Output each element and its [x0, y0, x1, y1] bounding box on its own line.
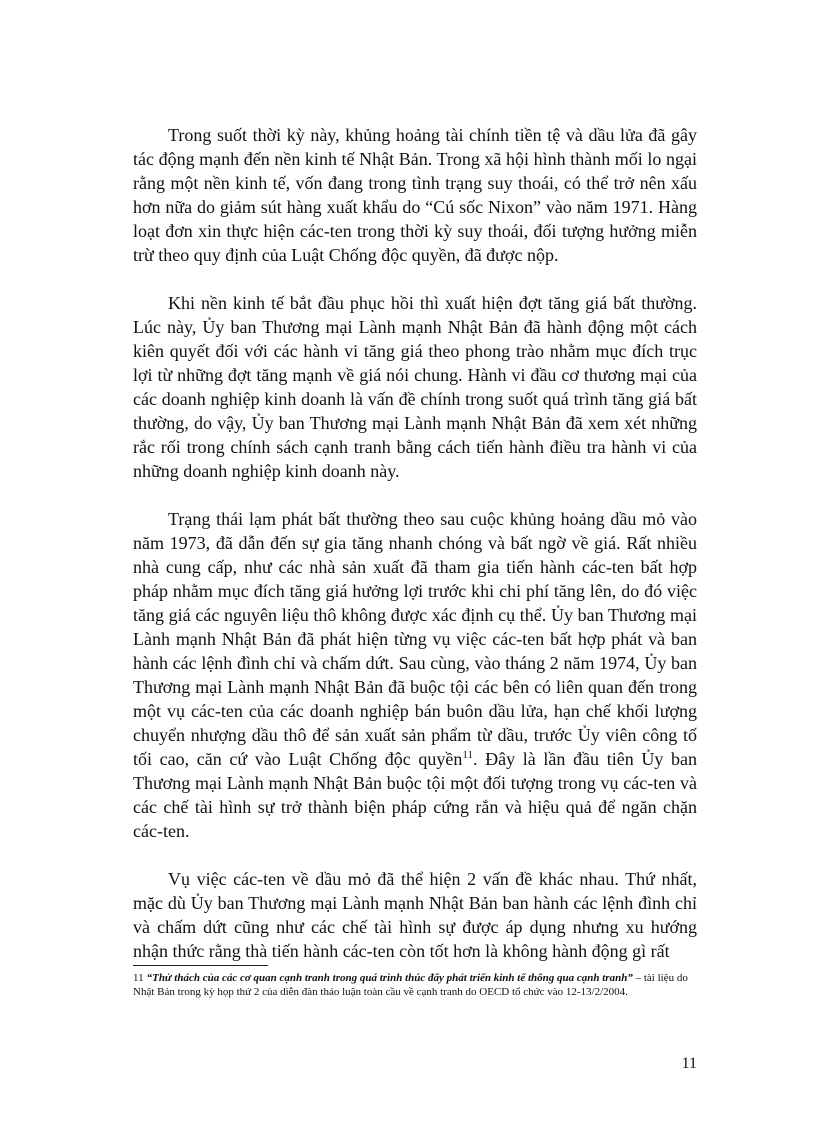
footnote [133, 971, 697, 999]
footnote-reference[interactable]: 11 [462, 749, 473, 761]
body-text [133, 123, 697, 987]
page-number: 11 [681, 1055, 697, 1072]
paragraph-3 [133, 507, 697, 843]
paragraph-1: Trong suốt thời kỳ này, khủng hoảng tài chính tiền tệ và dầu lửa đã gây tác động mạnh đến nền kinh tế Nhật Bản. Trong xã hội hình thành mối lo ngại rằng một nền kinh tế, vốn đang trong tình trạng suy thoái, có thể trở nên xấu hơn nữa do giảm sút hàng xuất khẩu do “Cú sốc Nixon” vào năm 1971. Hàng loạt đơn xin thực hiện các-ten trong thời kỳ suy thoái, đối tượng hưởng miễn trừ theo quy định của Luật Chống độc quyền, đã được nộp. [133, 125, 697, 265]
footnote-number: 11 [133, 972, 144, 984]
paragraph-3-text: Trạng thái lạm phát bất thường theo sau cuộc khủng hoảng dầu mỏ vào năm 1973, đã dẫn đến sự gia tăng nhanh chóng và bất ngờ về giá. Rất nhiều nhà cung cấp, như các nhà sản xuất đã tham gia tiến hành các-ten bất hợp pháp nhằm mục đích tăng giá hưởng lợi trước khi chi phí tăng lên, do đó việc tăng giá các nguyên liệu thô không được xác định cụ thể. Ủy ban Thương mại Lành mạnh Nhật Bản đã phát hiện từng vụ việc các-ten bất hợp phát và ban hành các lệnh đình chỉ và chấm dứt. Sau cùng, vào tháng 2 năm 1974, Ủy ban Thương mại Lành mạnh Nhật Bản đã buộc tội các bên có liên quan đến trong một vụ các-ten của các doanh nghiệp bán buôn dầu lửa, hạn chế khối lượng chuyển nhượng dầu thô để sản xuất sản phẩm từ dầu, trước Ủy viên công tố tối cao, căn cứ vào Luật Chống độc quyền [133, 509, 697, 769]
paragraph-4: Vụ việc các-ten về dầu mỏ đã thể hiện 2 vấn đề khác nhau. Thứ nhất, mặc dù Ủy ban Thương mại Lành mạnh Nhật Bản ban hành các lệnh đình chỉ và chấm dứt cũng như các chế tài hình sự được áp dụng nhưng xu hướng nhận thức rằng thà tiến hành các-ten còn tốt hơn là không hành động gì rất [133, 869, 697, 961]
footnote-text: – tài liệu do Nhật Bản trong kỳ họp thứ 2 của diễn đàn thảo luận toàn cầu về cạnh tranh do OECD tổ chức vào 12-13/2/2004. [133, 972, 688, 998]
footnote-title: “Thử thách của các cơ quan cạnh tranh trong quá trình thúc đẩy phát triển kinh tế thông qua cạnh tranh” [146, 972, 633, 984]
paragraph-3-text-end: . Đây là lần đầu tiên Ủy ban Thương mại Lành mạnh Nhật Bản buộc tội một đối tượng trong vụ các-ten và các chế tài hình sự trở thành biện pháp cứng rắn và hiệu quả để ngăn chặn các-ten. [133, 749, 697, 841]
paragraph-2: Khi nền kinh tế bắt đầu phục hồi thì xuất hiện đợt tăng giá bất thường. Lúc này, Ủy ban Thương mại Lành mạnh Nhật Bản đã hành động một cách kiên quyết đối với các hành vi tăng giá theo phong trào nhằm mục đích trục lợi từ những đợt tăng mạnh về giá nói chung. Hành vi đầu cơ thương mại của các doanh nghiệp kinh doanh là vấn đề chính trong suốt quá trình tăng giá bất thường, do vậy, Ủy ban Thương mại Lành mạnh Nhật Bản đã xem xét những rắc rối trong chính sách cạnh tranh bằng cách tiến hành điều tra hành vi của những doanh nghiệp kinh doanh này. [133, 293, 697, 481]
footnote-divider [133, 965, 268, 966]
